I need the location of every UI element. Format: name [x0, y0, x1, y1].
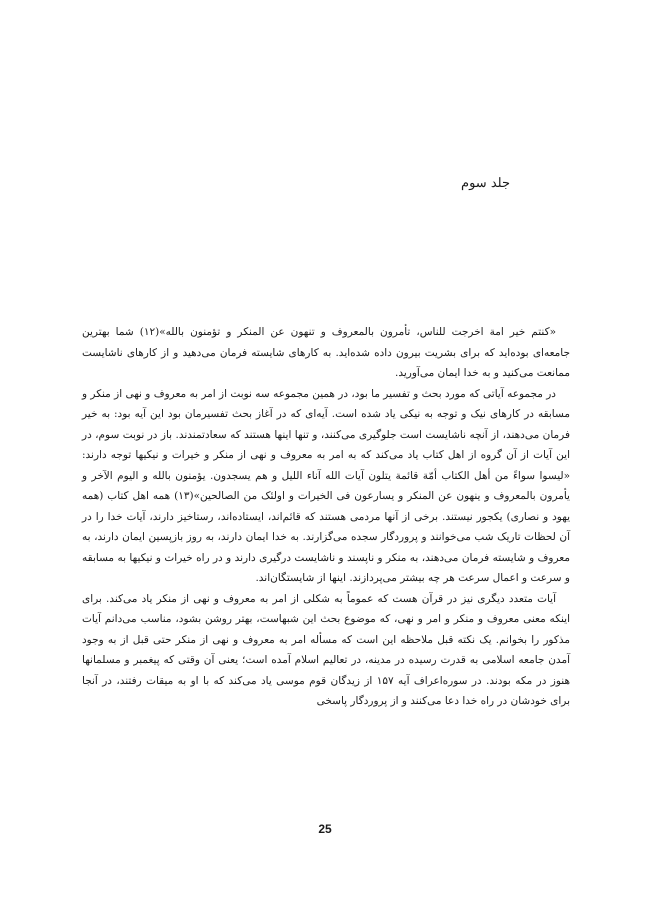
page-number: 25: [318, 822, 332, 836]
paragraph-2: در مجموعه آیاتی که مورد بحث و تفسیر ما بود، در همین مجموعه سه نوبت از امر به معروف و نهی از منکر و مسابقه در کارهای نیک و توجه به نیکی یاد شده است. آیه‌ای که در آغاز بحث تفسیرمان بود این آیه بود: به خیر فرمان می‌دهند، از آنچه ناشایست است جلوگیری می‌کنند، و تنها اینها هستند که سعادتمندند. باز در نوبت سوم، در این آیات از آن گروه از اهل کتاب یاد می‌کند که به امر به معروف و نهی از منکر و خیرات و نیکیها توجه دارند: «لیسوا سواءً من أهل الکتاب أمّة قائمة یتلون آیات الله آناء اللیل و هم یسجدون. یؤمنون بالله و الیوم الآخر و یأمرون بالمعروف و ینهون عن المنکر و یسارعون فی الخیرات و اولئک من الصالحین»(۱۳) همه اهل کتاب (همه یهود و نصاری) یکجور نیستند. برخی از آنها مردمی هستند که قائم‌اند، ایستاده‌اند، رستاخیز دارند، آیات خدا را در آن لحظات تاریک شب می‌خوانند و پروردگار سجده می‌گزارند. به خدا ایمان دارند، به روز بازپسین ایمان دارند، به معروف و شایسته فرمان می‌دهند، به منکر و ناپسند و ناشایست درگیری دارند و در راه خیرات و نیکیها به مسابقه و سرعت و اعمال سرعت هر چه بیشتر می‌پردازند. اینها از شایستگان‌اند.: [82, 387, 570, 584]
paragraph-1: «کنتم خیر امة اخرجت للناس، تأمرون بالمعروف و تنهون عن المنکر و تؤمنون بالله»(۱۲) شما بهترین جامعه‌ای بوده‌اید که برای بشریت بیرون داده شده‌اید. به کارهای شایسته فرمان می‌دهید و از کارهای ناشایست ممانعت می‌کنید و به خدا ایمان می‌آورید.: [82, 326, 570, 379]
paragraph-3: آیات متعدد دیگری نیز در قرآن هست که عموماً به شکلی از امر به معروف و نهی از منکر یاد می‌کند. برای اینکه معنی معروف و منکر و امر و نهی، که موضوع بحث این شبهاست، بهتر روشن بشود، مناسب می‌دانم آیات مذکور را بخوانم. یک نکته قبل ملاحظه این است که مسأله امر به معروف و نهی از منکر حتی قبل از به وجود آمدن جامعه اسلامی به قدرت رسیده در مدینه، در تعالیم اسلام آمده است؛ یعنی آن وقتی که پیغمبر و مسلمانها هنوز در مکه بودند. در سوره‌اعراف آیه ۱۵۷ از زیدگان قوم موسی یاد می‌کند که با او به میقات رفتند، در آنجا برای خودشان در راه خدا دعا می‌کنند و از پروردگار پاسخی: [82, 592, 570, 707]
running-header: جلد سوم: [461, 176, 510, 191]
body-text: [82, 322, 570, 712]
